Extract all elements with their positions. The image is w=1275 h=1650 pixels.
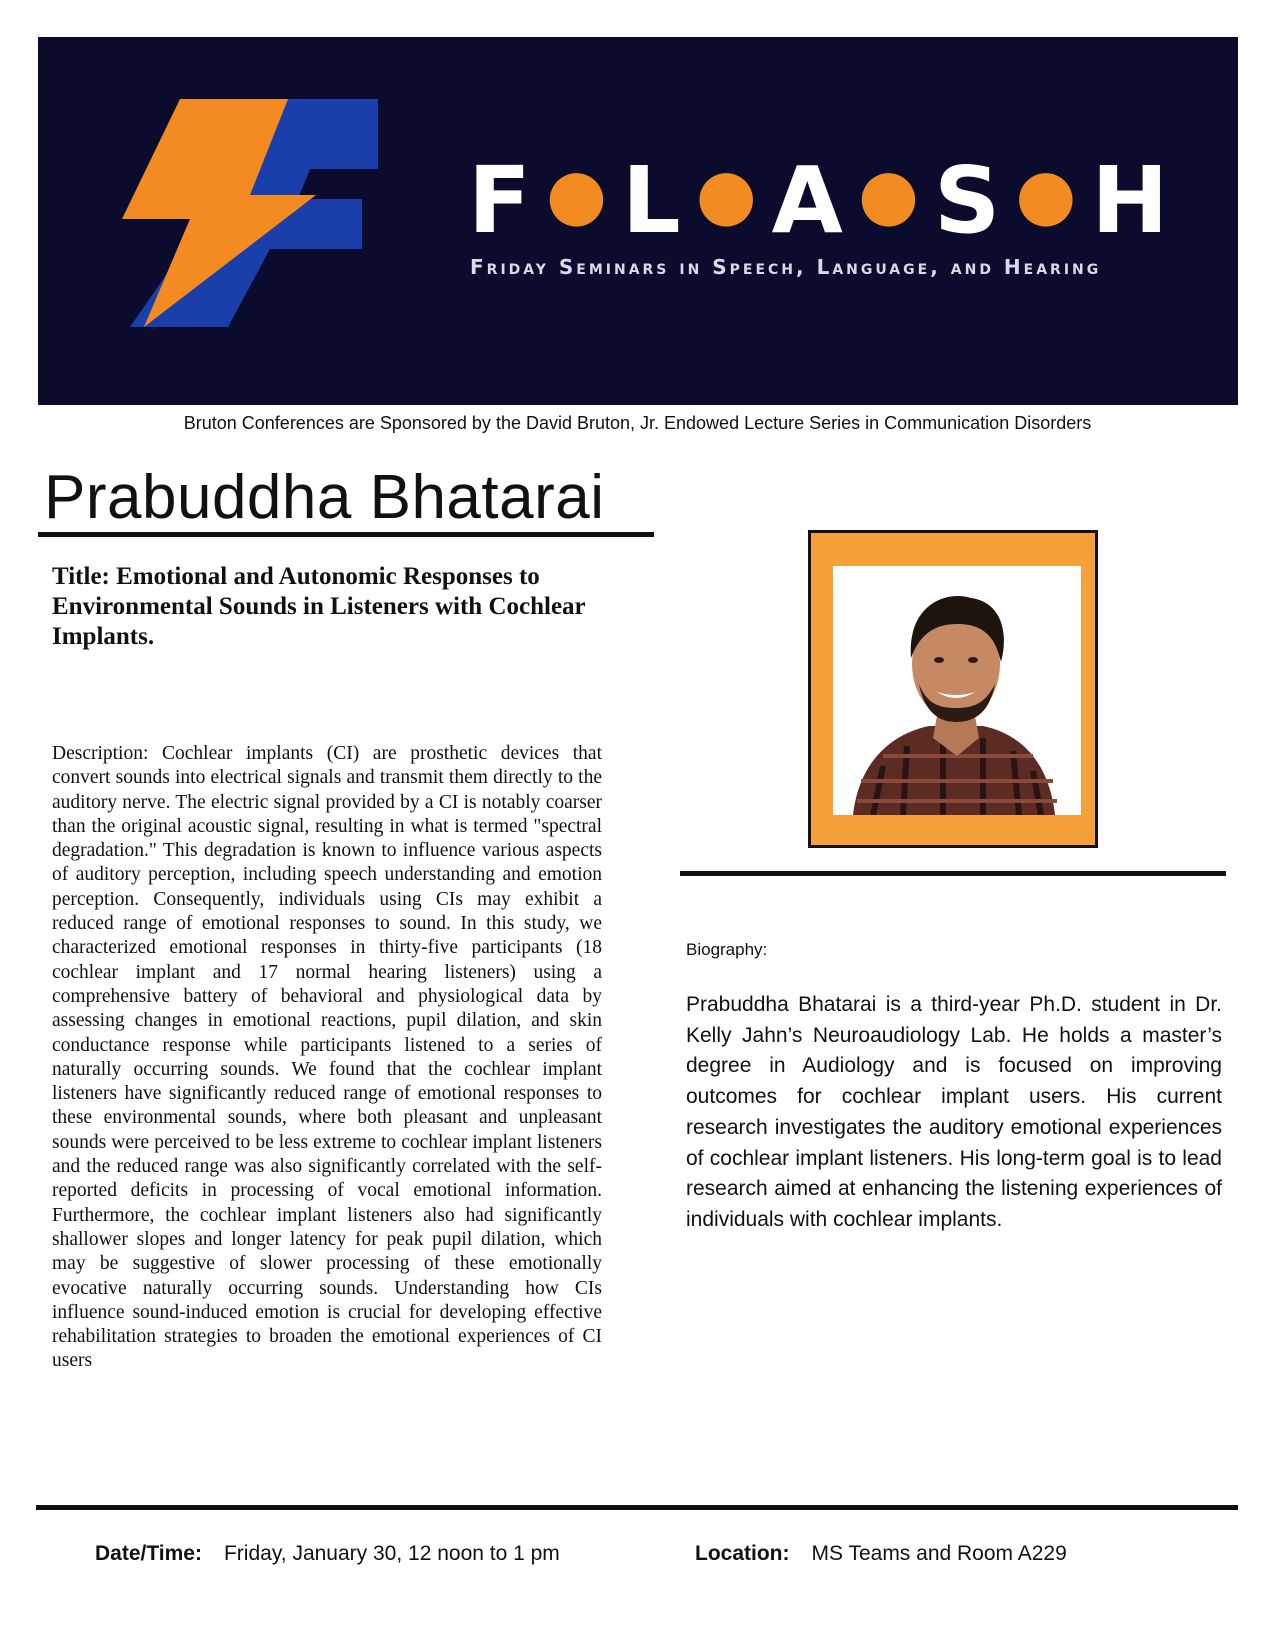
datetime-value: Friday, January 30, 12 noon to 1 pm xyxy=(223,1542,560,1565)
event-location xyxy=(695,1542,1067,1566)
biography-label: Biography: xyxy=(686,940,768,959)
talk-title: Title: Emotional and Autonomic Responses to Environmental Sounds in Listeners with Cochlear Implants. xyxy=(52,563,586,650)
flash-letter: F xyxy=(468,147,532,254)
location-value: MS Teams and Room A229 xyxy=(811,1542,1067,1565)
flash-letter: S xyxy=(933,147,1002,254)
speaker-name: Prabuddha Bhatarai xyxy=(44,463,605,532)
name-divider xyxy=(38,532,654,537)
speaker-portrait-icon xyxy=(833,566,1081,815)
flash-banner xyxy=(38,37,1238,405)
sponsor-line: Bruton Conferences are Sponsored by the David Bruton, Jr. Endowed Lecture Series in Communication Disorders xyxy=(183,413,1092,433)
biography-divider xyxy=(680,871,1226,876)
flash-lightning-logo-icon xyxy=(120,99,390,343)
speaker-photo xyxy=(833,566,1081,815)
flash-wordmark: F ● L ● A ● S ● H xyxy=(468,147,1170,254)
talk-description: Description: Cochlear implants (CI) are prosthetic devices that convert sounds into electrical signals and transmit them directly to the auditory nerve. The electric signal provided by a CI is notably coarser than the original acoustic signal, resulting in what is termed "spectral degradation." This degradation is known to influence various aspects of auditory perception, including speech understanding and emotion perception. Consequently, individuals using CIs may exhibit a reduced range of emotional responses to sound. In this study, we characterized emotional responses in thirty-five participants (18 cochlear implant and 17 normal hearing listeners) using a comprehensive battery of behavioral and physiological data by assessing changes in emotional reactions, pupil dilation, and skin conductance response while participants listened to a series of naturally occurring sounds. We found that the cochlear implant listeners have significantly reduced range of emotional responses to these environmental sounds, where both pleasant and unpleasant sounds were perceived to be less extreme to cochlear implant listeners and the reduced range was also significantly correlated with the self- reported deficits in processing of vocal emotional information. Furthermore, the cochlear implant listeners also had significantly shallower slopes and longer latency for peak pupil dilation, which may be suggestive of slower processing of these emotionally evocative naturally occurring sounds. Understanding how CIs influence sound-induced emotion is crucial for developing effective rehabilitation strategies to broaden the emotional experiences of CI users xyxy=(52,743,602,1372)
location-label: Location: xyxy=(695,1542,790,1565)
footer-divider xyxy=(36,1505,1238,1510)
flash-letter: H xyxy=(1091,147,1170,254)
speaker-photo-frame xyxy=(808,530,1098,848)
flash-subtitle: Friday Seminars in Speech, Language, and Hearing xyxy=(470,255,1102,279)
datetime-label: Date/Time: xyxy=(95,1542,202,1565)
flash-letter: L xyxy=(621,147,682,254)
event-datetime xyxy=(95,1542,560,1566)
biography-text: Prabuddha Bhatarai is a third-year Ph.D. student in Dr. Kelly Jahn’s Neuroaudiology Lab. He holds a master’s degree in Audiology and is focused on improving outcomes for cochlear implant users. His current research investigates the auditory emotional experiences of cochlear implant listeners. His long-term goal is to lead research aimed at enhancing the listening experiences of individuals with cochlear implants. xyxy=(686,993,1222,1231)
flash-letter: A xyxy=(771,147,844,254)
